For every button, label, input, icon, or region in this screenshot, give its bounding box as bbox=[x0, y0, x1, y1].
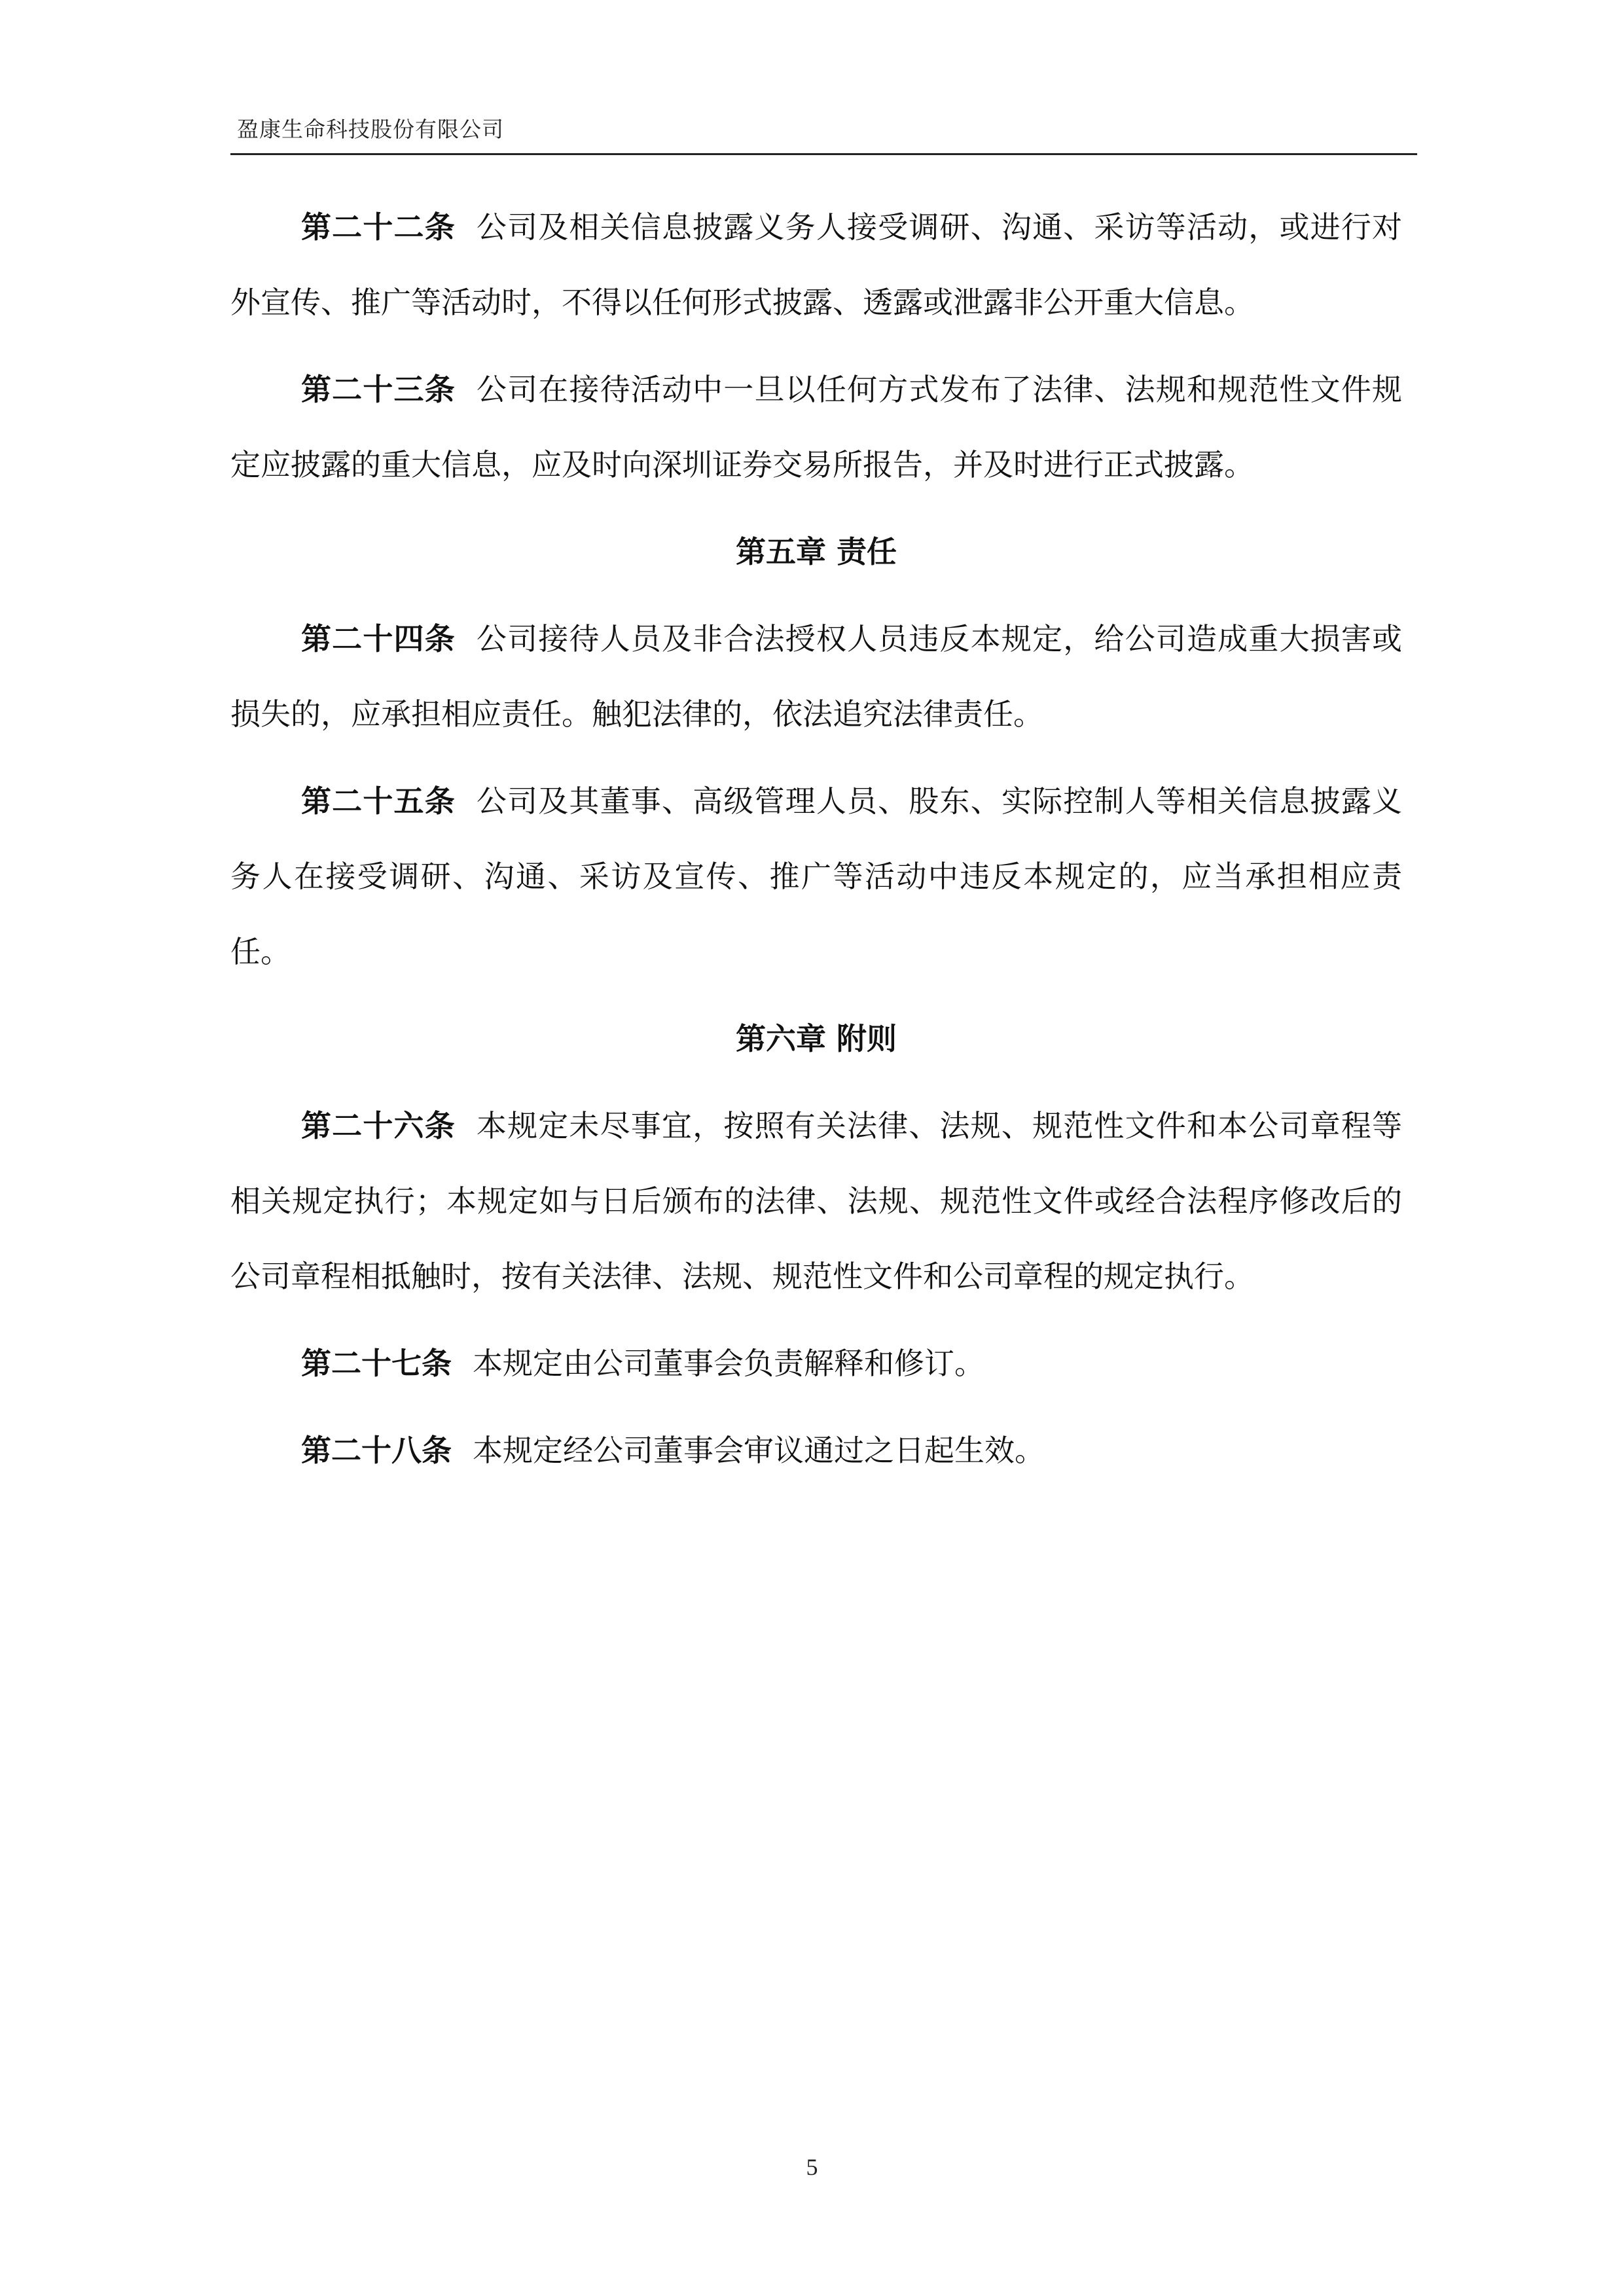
chapter-heading-6: 第六章 附则 bbox=[735, 1021, 897, 1056]
article-number: 第二十三条 bbox=[301, 372, 456, 407]
article-text: 公司在接待活动中一旦以任何方式发布了法律、法规和规范性文件规定应披露的重大信息，应及时向深圳证券交易所报告，并及时进行正式披露。 bbox=[230, 372, 1403, 482]
header-divider bbox=[230, 153, 1417, 155]
article-number: 第二十六条 bbox=[301, 1108, 456, 1143]
article-number: 第二十七条 bbox=[301, 1346, 452, 1381]
article-number: 第二十四条 bbox=[301, 621, 456, 656]
article-26 bbox=[230, 1088, 1402, 1314]
article-number: 第二十二条 bbox=[301, 209, 456, 245]
article-25 bbox=[230, 764, 1402, 990]
article-text: 公司及相关信息披露义务人接受调研、沟通、采访等活动，或进行对外宣传、推广等活动时，不得以任何形式披露、透露或泄露非公开重大信息。 bbox=[230, 209, 1403, 320]
chapter-heading-5: 第五章 责任 bbox=[735, 534, 897, 569]
article-24 bbox=[230, 601, 1402, 752]
article-23 bbox=[230, 352, 1402, 503]
document-body bbox=[230, 190, 1402, 1500]
article-number: 第二十五条 bbox=[301, 783, 456, 819]
article-27 bbox=[230, 1326, 1402, 1401]
article-number: 第二十八条 bbox=[301, 1433, 452, 1468]
article-22 bbox=[230, 190, 1402, 340]
article-text: 本规定由公司董事会负责解释和修订。 bbox=[473, 1346, 984, 1381]
article-text: 公司及其董事、高级管理人员、股东、实际控制人等相关信息披露义务人在接受调研、沟通、采访及宣传、推广等活动中违反本规定的，应当承担相应责任。 bbox=[230, 783, 1403, 969]
article-text: 公司接待人员及非合法授权人员违反本规定，给公司造成重大损害或损失的，应承担相应责任。触犯法律的，依法追究法律责任。 bbox=[230, 621, 1403, 732]
article-text: 本规定经公司董事会审议通过之日起生效。 bbox=[473, 1433, 1045, 1468]
running-header-company: 盈康生命科技股份有限公司 bbox=[237, 117, 504, 142]
article-28 bbox=[230, 1413, 1402, 1488]
page-number: 5 bbox=[806, 2154, 818, 2180]
article-text: 本规定未尽事宜，按照有关法律、法规、规范性文件和本公司章程等相关规定执行；本规定如与日后颁布的法律、法规、规范性文件或经合法程序修改后的公司章程相抵触时，按有关法律、法规、规范性文件和公司章程的规定执行。 bbox=[230, 1108, 1403, 1294]
